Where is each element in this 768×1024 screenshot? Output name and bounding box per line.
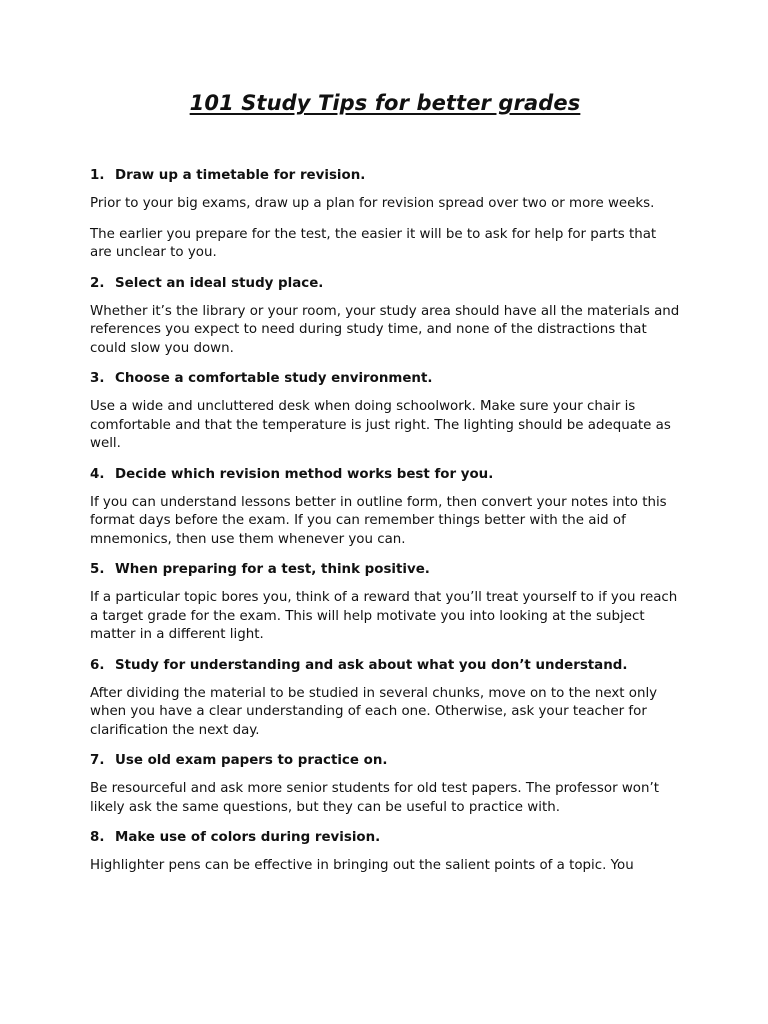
tip-section: [90, 751, 680, 817]
tip-section: [90, 369, 680, 454]
tip-heading-text: Study for understanding and ask about what you don’t understand.: [115, 657, 628, 673]
tip-section: [90, 828, 680, 876]
tip-paragraph: Highlighter pens can be effective in bringing out the salient points of a topic. You: [90, 858, 634, 873]
tip-heading-text: Decide which revision method works best for you.: [115, 466, 494, 482]
tip-section: [90, 465, 680, 550]
tip-paragraph: If a particular topic bores you, think of a reward that you’ll treat yourself to if you reach a target grade for the exam. This will help motivate you into looking at the subject matter in a different light.: [90, 590, 678, 642]
tip-number: 8.: [90, 830, 105, 845]
tip-heading-text: Draw up a timetable for revision.: [115, 168, 366, 183]
tip-heading-text: When preparing for a test, think positive.: [115, 562, 430, 577]
tip-section: [90, 560, 680, 645]
tip-paragraph: Be resourceful and ask more senior students for old test papers. The professor won’t likely ask the same questions, but they can be useful to practice with.: [90, 781, 659, 815]
tip-heading-text: Make use of colors during revision.: [115, 830, 381, 845]
document-title: 101 Study Tips for better grades: [189, 91, 581, 115]
tip-heading-text: Choose a comfortable study environment.: [115, 371, 433, 386]
tips-list: [90, 166, 680, 876]
tip-number: 4.: [90, 466, 105, 482]
tip-heading: [90, 274, 680, 293]
tip-heading-text: Use old exam papers to practice on.: [115, 753, 388, 768]
tip-heading: [90, 560, 680, 579]
tip-section: [90, 656, 680, 741]
tip-number: 2.: [90, 275, 105, 291]
tip-number: 1.: [90, 168, 105, 183]
tip-number: 6.: [90, 657, 105, 673]
tip-heading: [90, 465, 680, 484]
tip-paragraph: The earlier you prepare for the test, the easier it will be to ask for help for parts that are unclear to you.: [90, 226, 657, 260]
tip-heading: [90, 656, 680, 675]
tip-heading: [90, 751, 680, 770]
tip-heading-text: Select an ideal study place.: [115, 275, 324, 291]
tip-section: [90, 166, 680, 263]
tip-section: [90, 274, 680, 359]
tip-paragraph: After dividing the material to be studied in several chunks, move on to the next only when you have a clear understanding of each one. Otherwise, ask your teacher for clarification the next day.: [90, 685, 658, 738]
tip-heading: [90, 166, 680, 185]
tip-number: 7.: [90, 753, 105, 768]
tip-paragraph: Whether it’s the library or your room, your study area should have all the materials and references you expect to need during study time, and none of the distractions that could slow you down.: [90, 303, 680, 356]
tip-number: 5.: [90, 562, 105, 577]
tip-heading: [90, 369, 680, 388]
tip-heading: [90, 828, 680, 847]
tip-number: 3.: [90, 371, 105, 386]
tip-paragraph: Prior to your big exams, draw up a plan for revision spread over two or more weeks.: [90, 196, 655, 211]
tip-paragraph: Use a wide and uncluttered desk when doing schoolwork. Make sure your chair is comfortable and that the temperature is just right. The lighting should be adequate as well.: [90, 399, 671, 451]
tip-paragraph: If you can understand lessons better in outline form, then convert your notes into this format days before the exam. If you can remember things better with the aid of mnemonics, then use them whenever you can.: [90, 494, 667, 547]
